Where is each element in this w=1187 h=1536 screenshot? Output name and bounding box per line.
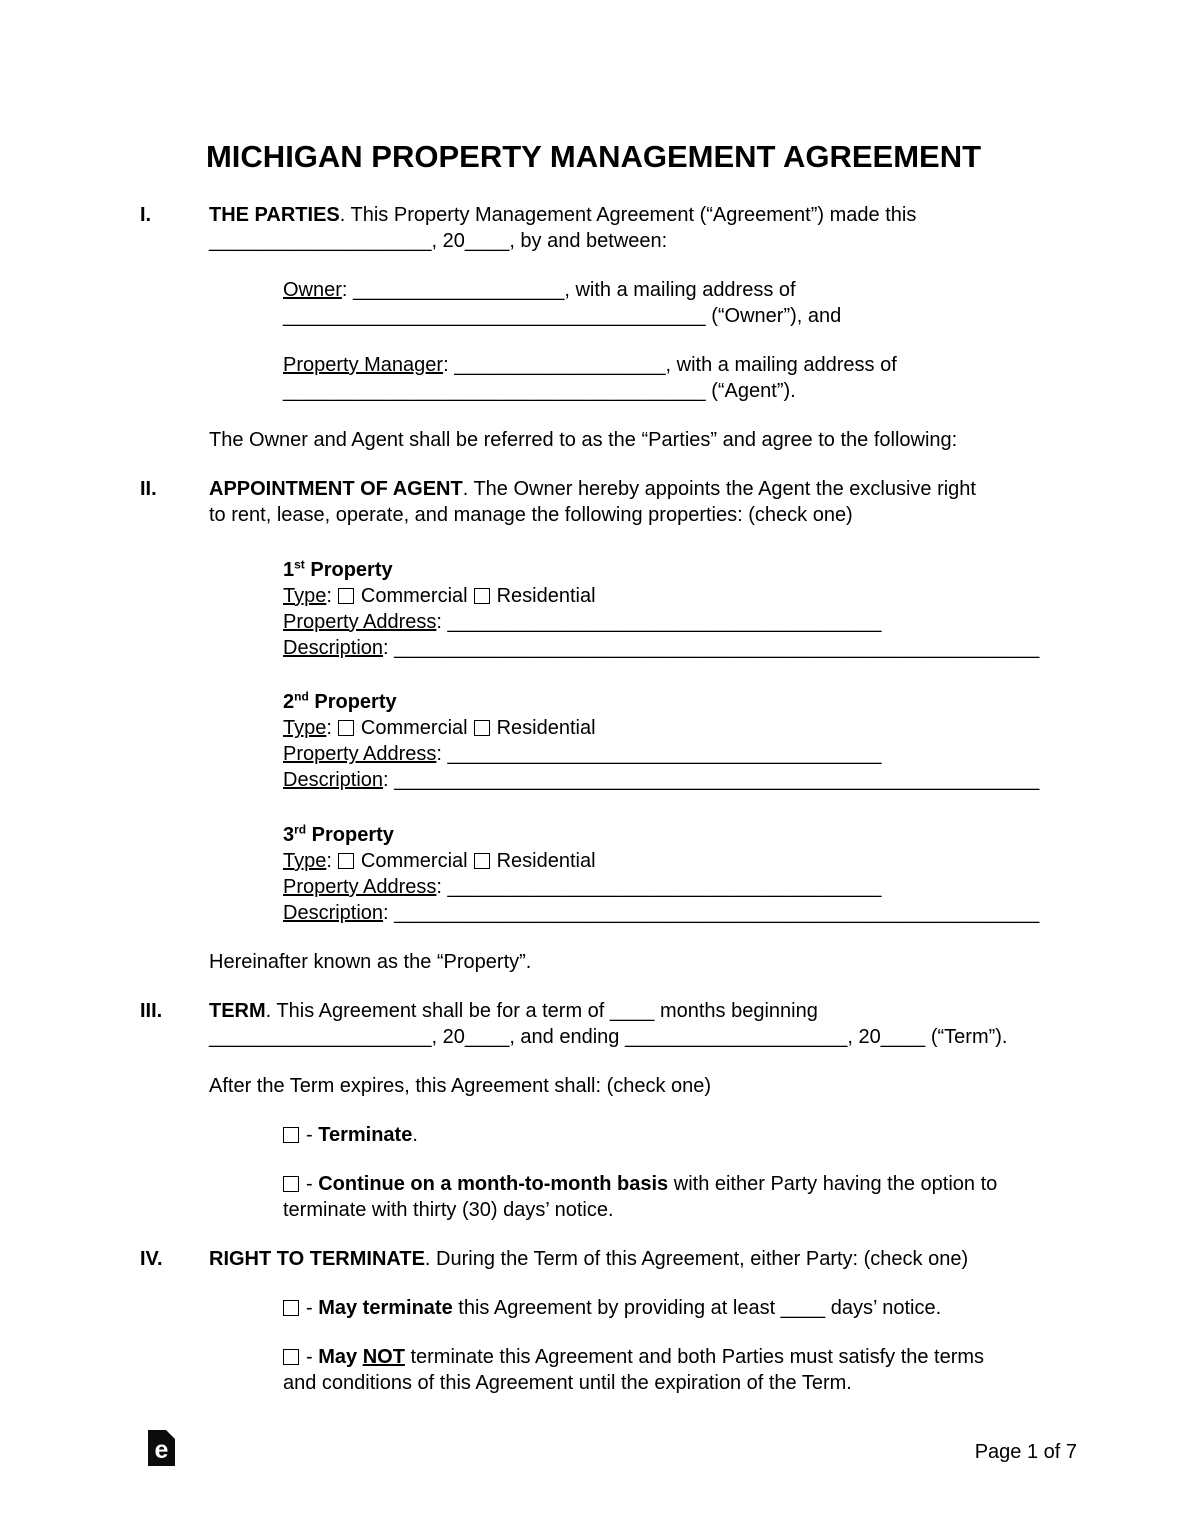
property-address-label: Property Address (283, 875, 437, 898)
description-label: Description (283, 769, 384, 792)
section-text: APPOINTMENT OF AGENT. The Owner hereby appoints the Agent the exclusive right to rent, lease, operate, and manage the following properties: (check one) (209, 478, 976, 526)
owner-address-blank: ______________________________________ (“Owner”), and (283, 305, 842, 327)
term-dates-blank-line: ____________________, 20____, and ending ____________________, 20____ (“Term”). (209, 1025, 1008, 1048)
option-terminate: - Terminate. (283, 1122, 1187, 1148)
type-label: Type (283, 584, 327, 607)
checkbox-residential-icon[interactable] (474, 720, 490, 736)
option-label: Continue on a month-to-month basis (318, 1172, 669, 1195)
property-3-address-line (283, 876, 881, 898)
property-manager-block (283, 352, 1187, 404)
property-1-description-line (283, 637, 1039, 659)
option-may-terminate: - May terminate this Agreement by providing at least ____ days’ notice. (283, 1295, 1187, 1321)
checkbox-commercial-icon[interactable] (338, 720, 354, 736)
section-number: II. (140, 478, 157, 500)
section-heading: TERM (209, 999, 266, 1022)
after-term-note: After the Term expires, this Agreement shall: (check one) (209, 1074, 712, 1097)
address-blank: : _______________________________________ (436, 743, 882, 766)
eforms-logo-letter: e (154, 1435, 169, 1464)
residential-label: Residential (496, 717, 596, 740)
property-3-title: 3rd Property (283, 822, 394, 846)
section-heading: APPOINTMENT OF AGENT (209, 478, 463, 500)
document-body (0, 202, 1187, 1396)
option-month-to-month: - Continue on a month-to-month basis with either Party having the option to terminate with thirty (30) days’ notice. (283, 1172, 998, 1221)
property-manager-label: Property Manager (283, 354, 444, 376)
description-blank: : __________________________________________________________ (383, 901, 1040, 924)
section-text: THE PARTIES. This Property Management Agreement (“Agreement”) made this ____________________, 20____, by and between: (209, 204, 917, 252)
property-2-title: 2nd Property (283, 689, 397, 714)
type-label: Type (283, 849, 327, 872)
property-3-description-line (283, 902, 1039, 924)
owner-block (283, 277, 1187, 329)
property-2-address-line (283, 743, 881, 765)
page-number: Page 1 of 7 (974, 1441, 1077, 1463)
manager-address-blank: ______________________________________ (“Agent”). (283, 380, 796, 402)
type-label: Type (283, 717, 327, 740)
option-label: Terminate (318, 1123, 413, 1146)
eforms-logo (148, 1430, 175, 1466)
document-title: MICHIGAN PROPERTY MANAGEMENT AGREEMENT (205, 139, 982, 174)
property-1-type-line: Type: Commercial Residential (283, 584, 596, 607)
ordinal-suffix: st (294, 557, 305, 571)
days-notice-blank: this Agreement by providing at least ____ days’ notice. (452, 1296, 942, 1319)
section-text: TERM. This Agreement shall be for a term of ____ months beginning ____________________, 20____, and ending ____________________, 20____ (“Term”). (209, 999, 1008, 1048)
checkbox-may-terminate-icon[interactable] (283, 1300, 299, 1316)
section-2-appointment (140, 476, 1187, 528)
owner-label: Owner (283, 279, 342, 301)
commercial-label: Commercial (360, 849, 468, 872)
section-number: I. (140, 204, 152, 226)
checkbox-may-not-terminate-icon[interactable] (283, 1349, 299, 1365)
ordinal-suffix: rd (294, 822, 307, 837)
not-emphasis: NOT (362, 1345, 405, 1368)
section-number: III. (140, 999, 163, 1022)
property-2-type-line: Type: Commercial Residential (283, 717, 596, 740)
description-blank: : __________________________________________________________ (383, 769, 1040, 792)
checkbox-residential-icon[interactable] (474, 588, 490, 604)
option-may-not-terminate: - May NOT terminate this Agreement and both Parties must satisfy the terms and conditions of this Agreement until the expiration of the Term. (283, 1345, 985, 1394)
checkbox-commercial-icon[interactable] (338, 853, 354, 869)
checkbox-terminate-icon[interactable] (283, 1127, 299, 1143)
property-address-label: Property Address (283, 610, 437, 633)
commercial-label: Commercial (360, 717, 468, 740)
property-address-label: Property Address (283, 743, 437, 766)
property-3-block (283, 816, 1187, 926)
description-label: Description (283, 901, 384, 924)
commercial-label: Commercial (360, 584, 468, 607)
property-1-title: 1st Property (283, 557, 393, 581)
parties-note: The Owner and Agent shall be referred to as the “Parties” and agree to the following: (209, 429, 958, 451)
description-label: Description (283, 636, 384, 659)
section-3-term (140, 998, 1187, 1050)
manager-name-blank: : ___________________, with a mailing address of (443, 354, 897, 376)
property-3-type-line: Type: Commercial Residential (283, 849, 596, 872)
ordinal-suffix: nd (294, 689, 309, 704)
option-label: May terminate (318, 1296, 453, 1319)
section-number: IV. (140, 1247, 163, 1270)
property-1-address-line (283, 611, 881, 633)
hereinafter-note: Hereinafter known as the “Property”. (209, 950, 532, 973)
residential-label: Residential (496, 849, 596, 872)
checkbox-residential-icon[interactable] (474, 853, 490, 869)
property-1-block (283, 551, 1187, 661)
blank-line-date: ____________________, 20____, by and between: (209, 230, 668, 252)
description-blank: : __________________________________________________________ (383, 636, 1040, 659)
section-heading: THE PARTIES (209, 204, 340, 226)
owner-name-blank: : ___________________, with a mailing address of (341, 279, 796, 301)
section-text: RIGHT TO TERMINATE. During the Term of this Agreement, either Party: (check one) (209, 1247, 969, 1270)
checkbox-commercial-icon[interactable] (338, 588, 354, 604)
section-1-parties (140, 202, 1187, 254)
residential-label: Residential (496, 584, 596, 607)
checkbox-month-to-month-icon[interactable] (283, 1176, 299, 1192)
property-2-description-line (283, 769, 1039, 791)
address-blank: : _______________________________________ (436, 610, 882, 633)
section-heading: RIGHT TO TERMINATE (209, 1247, 425, 1270)
option-label: May (318, 1345, 363, 1368)
section-4-right-to-terminate (140, 1246, 1187, 1272)
property-2-block (283, 684, 1187, 794)
address-blank: : _______________________________________ (436, 875, 882, 898)
